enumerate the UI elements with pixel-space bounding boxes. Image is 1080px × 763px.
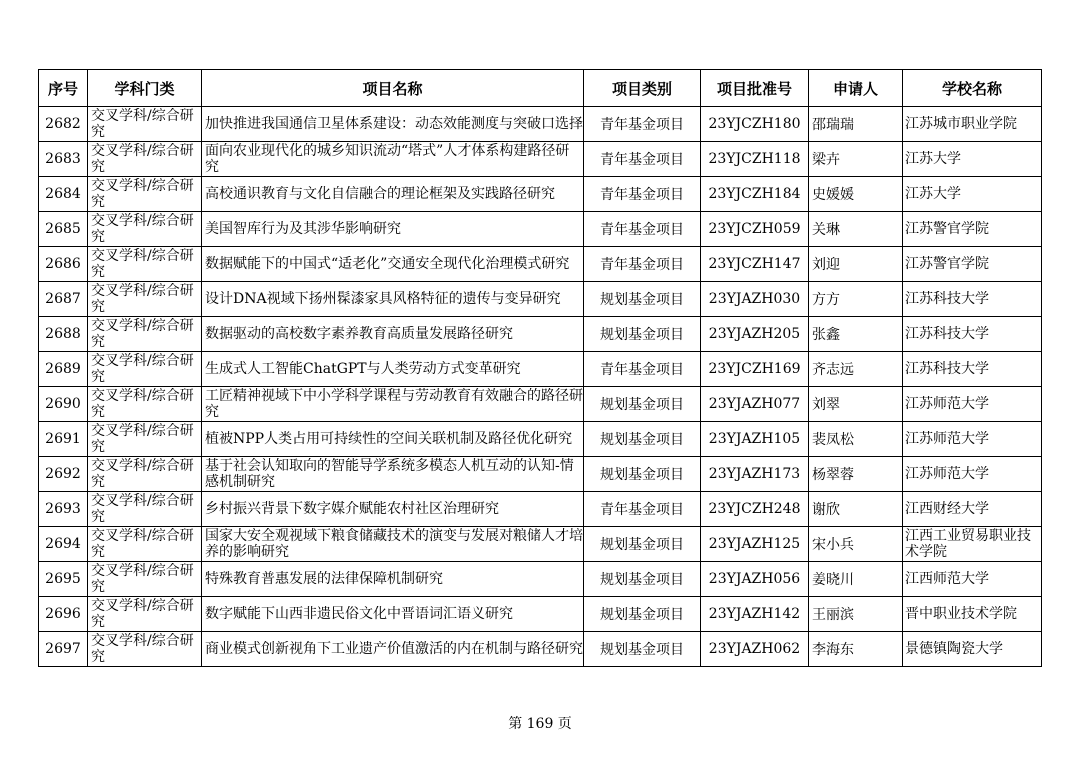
cell-school-text: 江苏科技大学: [905, 361, 989, 377]
cell-applicant: [809, 317, 903, 352]
cell-discipline-text: 交叉学科/综合研究: [91, 458, 194, 490]
cell-discipline-text: 交叉学科/综合研究: [91, 318, 194, 350]
cell-approval-number: [701, 527, 809, 562]
cell-project-type-text: 青年基金项目: [600, 117, 684, 133]
cell-approval-number-text: 23YJCZH248: [708, 501, 801, 517]
cell-approval-number-text: 23YJAZH062: [708, 641, 801, 657]
cell-serial-text: 2686: [45, 256, 81, 272]
cell-approval-number: [701, 562, 809, 597]
cell-serial: [39, 212, 88, 247]
cell-discipline-text: 交叉学科/综合研究: [91, 388, 194, 420]
cell-serial-text: 2687: [45, 291, 81, 307]
cell-school-text: 晋中职业技术学院: [905, 606, 1017, 622]
cell-applicant: [809, 597, 903, 632]
cell-discipline-text: 交叉学科/综合研究: [91, 143, 194, 175]
cell-serial-text: 2696: [45, 606, 81, 622]
cell-project-name-text: 商业模式创新视角下工业遗产价值激活的内在机制与路径研究: [205, 641, 583, 657]
cell-project-type: [584, 247, 701, 282]
cell-project-name-text: 加快推进我国通信卫星体系建设：动态效能测度与突破口选择: [205, 116, 583, 132]
cell-discipline-text: 交叉学科/综合研究: [91, 248, 194, 280]
cell-project-type: [584, 387, 701, 422]
cell-applicant-text: 刘迎: [812, 257, 840, 273]
cell-approval-number: [701, 352, 809, 387]
cell-project-type: [584, 282, 701, 317]
cell-project-type-text: 规划基金项目: [600, 467, 684, 483]
header-serial: 序号: [39, 70, 88, 107]
cell-school-text: 江苏师范大学: [905, 466, 989, 482]
table-row: [39, 492, 1042, 527]
cell-school: [903, 177, 1042, 212]
cell-project-type: [584, 142, 701, 177]
cell-school: [903, 492, 1042, 527]
cell-discipline-text: 交叉学科/综合研究: [91, 528, 194, 560]
cell-serial-text: 2695: [45, 571, 81, 587]
cell-approval-number-text: 23YJCZH059: [708, 221, 801, 237]
cell-serial-text: 2694: [45, 536, 81, 552]
cell-project-name-text: 工匠精神视域下中小学科学课程与劳动教育有效融合的路径研究: [205, 388, 583, 420]
cell-serial: [39, 247, 88, 282]
cell-serial: [39, 282, 88, 317]
cell-school-text: 江苏大学: [905, 151, 961, 167]
cell-applicant-text: 史媛媛: [812, 187, 854, 203]
cell-project-name: [202, 317, 584, 352]
header-project-name: 项目名称: [202, 70, 584, 107]
cell-approval-number: [701, 212, 809, 247]
cell-discipline: [88, 142, 202, 177]
cell-project-name-text: 设计DNA视域下扬州髹漆家具风格特征的遗传与变异研究: [205, 291, 561, 307]
cell-serial: [39, 597, 88, 632]
cell-school-text: 江西工业贸易职业技术学院: [905, 528, 1031, 560]
header-approval-number: 项目批准号: [701, 70, 809, 107]
cell-school: [903, 527, 1042, 562]
cell-discipline-text: 交叉学科/综合研究: [91, 178, 194, 210]
table-row: [39, 177, 1042, 212]
cell-approval-number-text: 23YJCZH169: [708, 361, 801, 377]
cell-project-name: [202, 527, 584, 562]
cell-applicant: [809, 107, 903, 142]
cell-project-type-text: 规划基金项目: [600, 572, 684, 588]
project-table: [38, 69, 1042, 667]
cell-project-name-text: 乡村振兴背景下数字媒介赋能农村社区治理研究: [205, 501, 499, 517]
cell-approval-number: [701, 457, 809, 492]
cell-approval-number-text: 23YJAZH030: [708, 291, 801, 307]
cell-discipline: [88, 422, 202, 457]
cell-applicant: [809, 632, 903, 667]
cell-school-text: 江苏城市职业学院: [905, 116, 1017, 132]
cell-school: [903, 142, 1042, 177]
cell-discipline: [88, 352, 202, 387]
cell-discipline: [88, 282, 202, 317]
cell-applicant-text: 梁卉: [812, 152, 840, 168]
cell-applicant: [809, 457, 903, 492]
cell-discipline: [88, 212, 202, 247]
cell-discipline: [88, 457, 202, 492]
cell-applicant-text: 邵瑞瑞: [812, 117, 854, 133]
cell-approval-number-text: 23YJCZH147: [708, 256, 801, 272]
cell-applicant: [809, 527, 903, 562]
cell-school: [903, 597, 1042, 632]
cell-approval-number-text: 23YJCZH184: [708, 186, 801, 202]
cell-serial: [39, 317, 88, 352]
cell-school: [903, 422, 1042, 457]
cell-school-text: 江苏师范大学: [905, 396, 989, 412]
cell-serial-text: 2691: [45, 431, 81, 447]
cell-project-name: [202, 562, 584, 597]
cell-project-name: [202, 352, 584, 387]
cell-school: [903, 632, 1042, 667]
cell-serial: [39, 632, 88, 667]
cell-serial: [39, 352, 88, 387]
cell-serial: [39, 562, 88, 597]
cell-discipline-text: 交叉学科/综合研究: [91, 563, 194, 595]
cell-applicant-text: 齐志远: [812, 362, 854, 378]
cell-school-text: 江苏大学: [905, 186, 961, 202]
cell-project-name-text: 数字赋能下山西非遗民俗文化中晋语词汇语义研究: [205, 606, 513, 622]
header-project-type: 项目类别: [584, 70, 701, 107]
cell-applicant: [809, 422, 903, 457]
cell-project-name: [202, 107, 584, 142]
cell-project-type-text: 规划基金项目: [600, 432, 684, 448]
cell-discipline-text: 交叉学科/综合研究: [91, 283, 194, 315]
table-body: [39, 107, 1042, 667]
table-row: [39, 562, 1042, 597]
cell-project-name-text: 数据驱动的高校数字素养教育高质量发展路径研究: [205, 326, 513, 342]
cell-project-type: [584, 107, 701, 142]
cell-project-name: [202, 597, 584, 632]
cell-project-name: [202, 212, 584, 247]
table-row: [39, 107, 1042, 142]
cell-project-name: [202, 282, 584, 317]
cell-project-type-text: 青年基金项目: [600, 502, 684, 518]
cell-applicant: [809, 282, 903, 317]
cell-serial-text: 2689: [45, 361, 81, 377]
cell-school-text: 景德镇陶瓷大学: [905, 641, 1003, 657]
table-row: [39, 632, 1042, 667]
cell-serial-text: 2688: [45, 326, 81, 342]
cell-serial: [39, 387, 88, 422]
cell-school-text: 江苏警官学院: [905, 256, 989, 272]
cell-school: [903, 457, 1042, 492]
cell-approval-number: [701, 282, 809, 317]
cell-serial-text: 2684: [45, 186, 81, 202]
cell-project-type: [584, 562, 701, 597]
cell-applicant: [809, 212, 903, 247]
cell-school-text: 江苏警官学院: [905, 221, 989, 237]
cell-applicant: [809, 177, 903, 212]
cell-project-name: [202, 177, 584, 212]
cell-approval-number-text: 23YJAZH125: [708, 536, 801, 552]
cell-approval-number-text: 23YJAZH142: [708, 606, 801, 622]
cell-approval-number: [701, 142, 809, 177]
table-row: [39, 212, 1042, 247]
cell-serial-text: 2683: [45, 151, 81, 167]
cell-serial-text: 2685: [45, 221, 81, 237]
cell-applicant-text: 刘翠: [812, 397, 840, 413]
cell-project-name: [202, 142, 584, 177]
cell-applicant-text: 方方: [812, 292, 840, 308]
cell-project-type-text: 青年基金项目: [600, 257, 684, 273]
cell-discipline-text: 交叉学科/综合研究: [91, 423, 194, 455]
cell-approval-number-text: 23YJAZH105: [708, 431, 801, 447]
cell-project-name-text: 数据赋能下的中国式“适老化”交通安全现代化治理模式研究: [205, 256, 570, 272]
cell-project-name: [202, 247, 584, 282]
cell-applicant-text: 李海东: [812, 642, 854, 658]
cell-project-name-text: 植被NPP人类占用可持续性的空间关联机制及路径优化研究: [205, 431, 573, 447]
cell-approval-number-text: 23YJAZH077: [708, 396, 801, 412]
cell-serial-text: 2697: [45, 641, 81, 657]
cell-project-type-text: 青年基金项目: [600, 222, 684, 238]
cell-discipline-text: 交叉学科/综合研究: [91, 598, 194, 630]
cell-school: [903, 352, 1042, 387]
cell-applicant-text: 宋小兵: [812, 537, 854, 553]
cell-serial: [39, 142, 88, 177]
cell-approval-number: [701, 492, 809, 527]
cell-project-type-text: 青年基金项目: [600, 187, 684, 203]
cell-school-text: 江苏师范大学: [905, 431, 989, 447]
table-row: [39, 422, 1042, 457]
cell-serial: [39, 422, 88, 457]
table-row: [39, 142, 1042, 177]
cell-project-type: [584, 492, 701, 527]
cell-discipline: [88, 492, 202, 527]
cell-discipline: [88, 562, 202, 597]
header-school: 学校名称: [903, 70, 1042, 107]
cell-project-type-text: 青年基金项目: [600, 362, 684, 378]
cell-project-name-text: 国家大安全观视域下粮食储藏技术的演变与发展对粮储人才培养的影响研究: [205, 528, 583, 560]
cell-approval-number: [701, 317, 809, 352]
cell-project-name: [202, 492, 584, 527]
cell-project-name: [202, 387, 584, 422]
header-discipline: 学科门类: [88, 70, 202, 107]
cell-applicant-text: 裴凤松: [812, 432, 854, 448]
cell-approval-number: [701, 177, 809, 212]
cell-school-text: 江西财经大学: [905, 501, 989, 517]
cell-project-type-text: 规划基金项目: [600, 292, 684, 308]
cell-project-type-text: 青年基金项目: [600, 152, 684, 168]
cell-project-name-text: 生成式人工智能ChatGPT与人类劳动方式变革研究: [205, 361, 521, 377]
cell-applicant-text: 杨翠蓉: [812, 467, 854, 483]
cell-school: [903, 247, 1042, 282]
table-row: [39, 597, 1042, 632]
cell-approval-number: [701, 632, 809, 667]
cell-project-type: [584, 457, 701, 492]
cell-serial-text: 2690: [45, 396, 81, 412]
cell-project-type: [584, 352, 701, 387]
cell-project-name-text: 高校通识教育与文化自信融合的理论框架及实践路径研究: [205, 186, 555, 202]
cell-project-name-text: 面向农业现代化的城乡知识流动“塔式”人才体系构建路径研究: [205, 143, 570, 175]
cell-school: [903, 212, 1042, 247]
cell-project-type: [584, 177, 701, 212]
cell-serial: [39, 457, 88, 492]
cell-applicant: [809, 492, 903, 527]
cell-project-type: [584, 527, 701, 562]
table-row: [39, 387, 1042, 422]
cell-discipline-text: 交叉学科/综合研究: [91, 633, 194, 665]
cell-serial-text: 2693: [45, 501, 81, 517]
table-row: [39, 352, 1042, 387]
cell-discipline: [88, 247, 202, 282]
cell-serial: [39, 527, 88, 562]
cell-approval-number-text: 23YJCZH180: [708, 116, 801, 132]
cell-project-type: [584, 597, 701, 632]
cell-approval-number: [701, 387, 809, 422]
cell-school: [903, 107, 1042, 142]
page-number: 第 169 页: [508, 716, 572, 732]
cell-school: [903, 387, 1042, 422]
cell-school-text: 江西师范大学: [905, 571, 989, 587]
cell-discipline-text: 交叉学科/综合研究: [91, 213, 194, 245]
cell-school: [903, 317, 1042, 352]
table-row: [39, 527, 1042, 562]
cell-project-type-text: 规划基金项目: [600, 537, 684, 553]
cell-serial: [39, 107, 88, 142]
cell-discipline: [88, 527, 202, 562]
cell-discipline: [88, 177, 202, 212]
cell-school-text: 江苏科技大学: [905, 326, 989, 342]
cell-project-type-text: 规划基金项目: [600, 607, 684, 623]
cell-discipline: [88, 107, 202, 142]
cell-serial-text: 2692: [45, 466, 81, 482]
cell-project-name: [202, 457, 584, 492]
cell-applicant: [809, 142, 903, 177]
cell-project-type-text: 规划基金项目: [600, 642, 684, 658]
cell-applicant: [809, 247, 903, 282]
header-applicant: 申请人: [809, 70, 903, 107]
cell-serial: [39, 492, 88, 527]
cell-applicant-text: 关琳: [812, 222, 840, 238]
table-row: [39, 457, 1042, 492]
cell-project-name: [202, 632, 584, 667]
cell-approval-number-text: 23YJAZH056: [708, 571, 801, 587]
cell-project-type: [584, 632, 701, 667]
cell-applicant-text: 姜晓川: [812, 572, 854, 588]
cell-discipline: [88, 597, 202, 632]
table-row: [39, 317, 1042, 352]
cell-approval-number-text: 23YJAZH173: [708, 466, 801, 482]
cell-project-type: [584, 422, 701, 457]
cell-approval-number-text: 23YJCZH118: [708, 151, 801, 167]
cell-discipline: [88, 632, 202, 667]
cell-project-name-text: 特殊教育普惠发展的法律保障机制研究: [205, 571, 443, 587]
table-header-row: [39, 70, 1042, 107]
cell-discipline: [88, 387, 202, 422]
cell-school-text: 江苏科技大学: [905, 291, 989, 307]
cell-approval-number: [701, 597, 809, 632]
cell-project-name-text: 基于社会认知取向的智能导学系统多模态人机互动的认知-情感机制研究: [205, 458, 574, 490]
cell-applicant: [809, 387, 903, 422]
cell-school: [903, 562, 1042, 597]
cell-approval-number: [701, 247, 809, 282]
cell-applicant-text: 谢欣: [812, 502, 840, 518]
cell-applicant: [809, 562, 903, 597]
cell-applicant-text: 王丽滨: [812, 607, 854, 623]
table-row: [39, 247, 1042, 282]
cell-approval-number-text: 23YJAZH205: [708, 326, 801, 342]
cell-discipline: [88, 317, 202, 352]
cell-project-type-text: 规划基金项目: [600, 397, 684, 413]
cell-project-name-text: 美国智库行为及其涉华影响研究: [205, 221, 401, 237]
cell-discipline-text: 交叉学科/综合研究: [91, 493, 194, 525]
cell-school: [903, 282, 1042, 317]
cell-applicant: [809, 352, 903, 387]
cell-project-type: [584, 212, 701, 247]
cell-discipline-text: 交叉学科/综合研究: [91, 108, 194, 140]
cell-serial-text: 2682: [45, 116, 81, 132]
table-row: [39, 282, 1042, 317]
cell-project-name: [202, 422, 584, 457]
cell-discipline-text: 交叉学科/综合研究: [91, 353, 194, 385]
cell-approval-number: [701, 107, 809, 142]
cell-project-type-text: 规划基金项目: [600, 327, 684, 343]
cell-serial: [39, 177, 88, 212]
cell-approval-number: [701, 422, 809, 457]
cell-project-type: [584, 317, 701, 352]
cell-applicant-text: 张鑫: [812, 327, 840, 343]
